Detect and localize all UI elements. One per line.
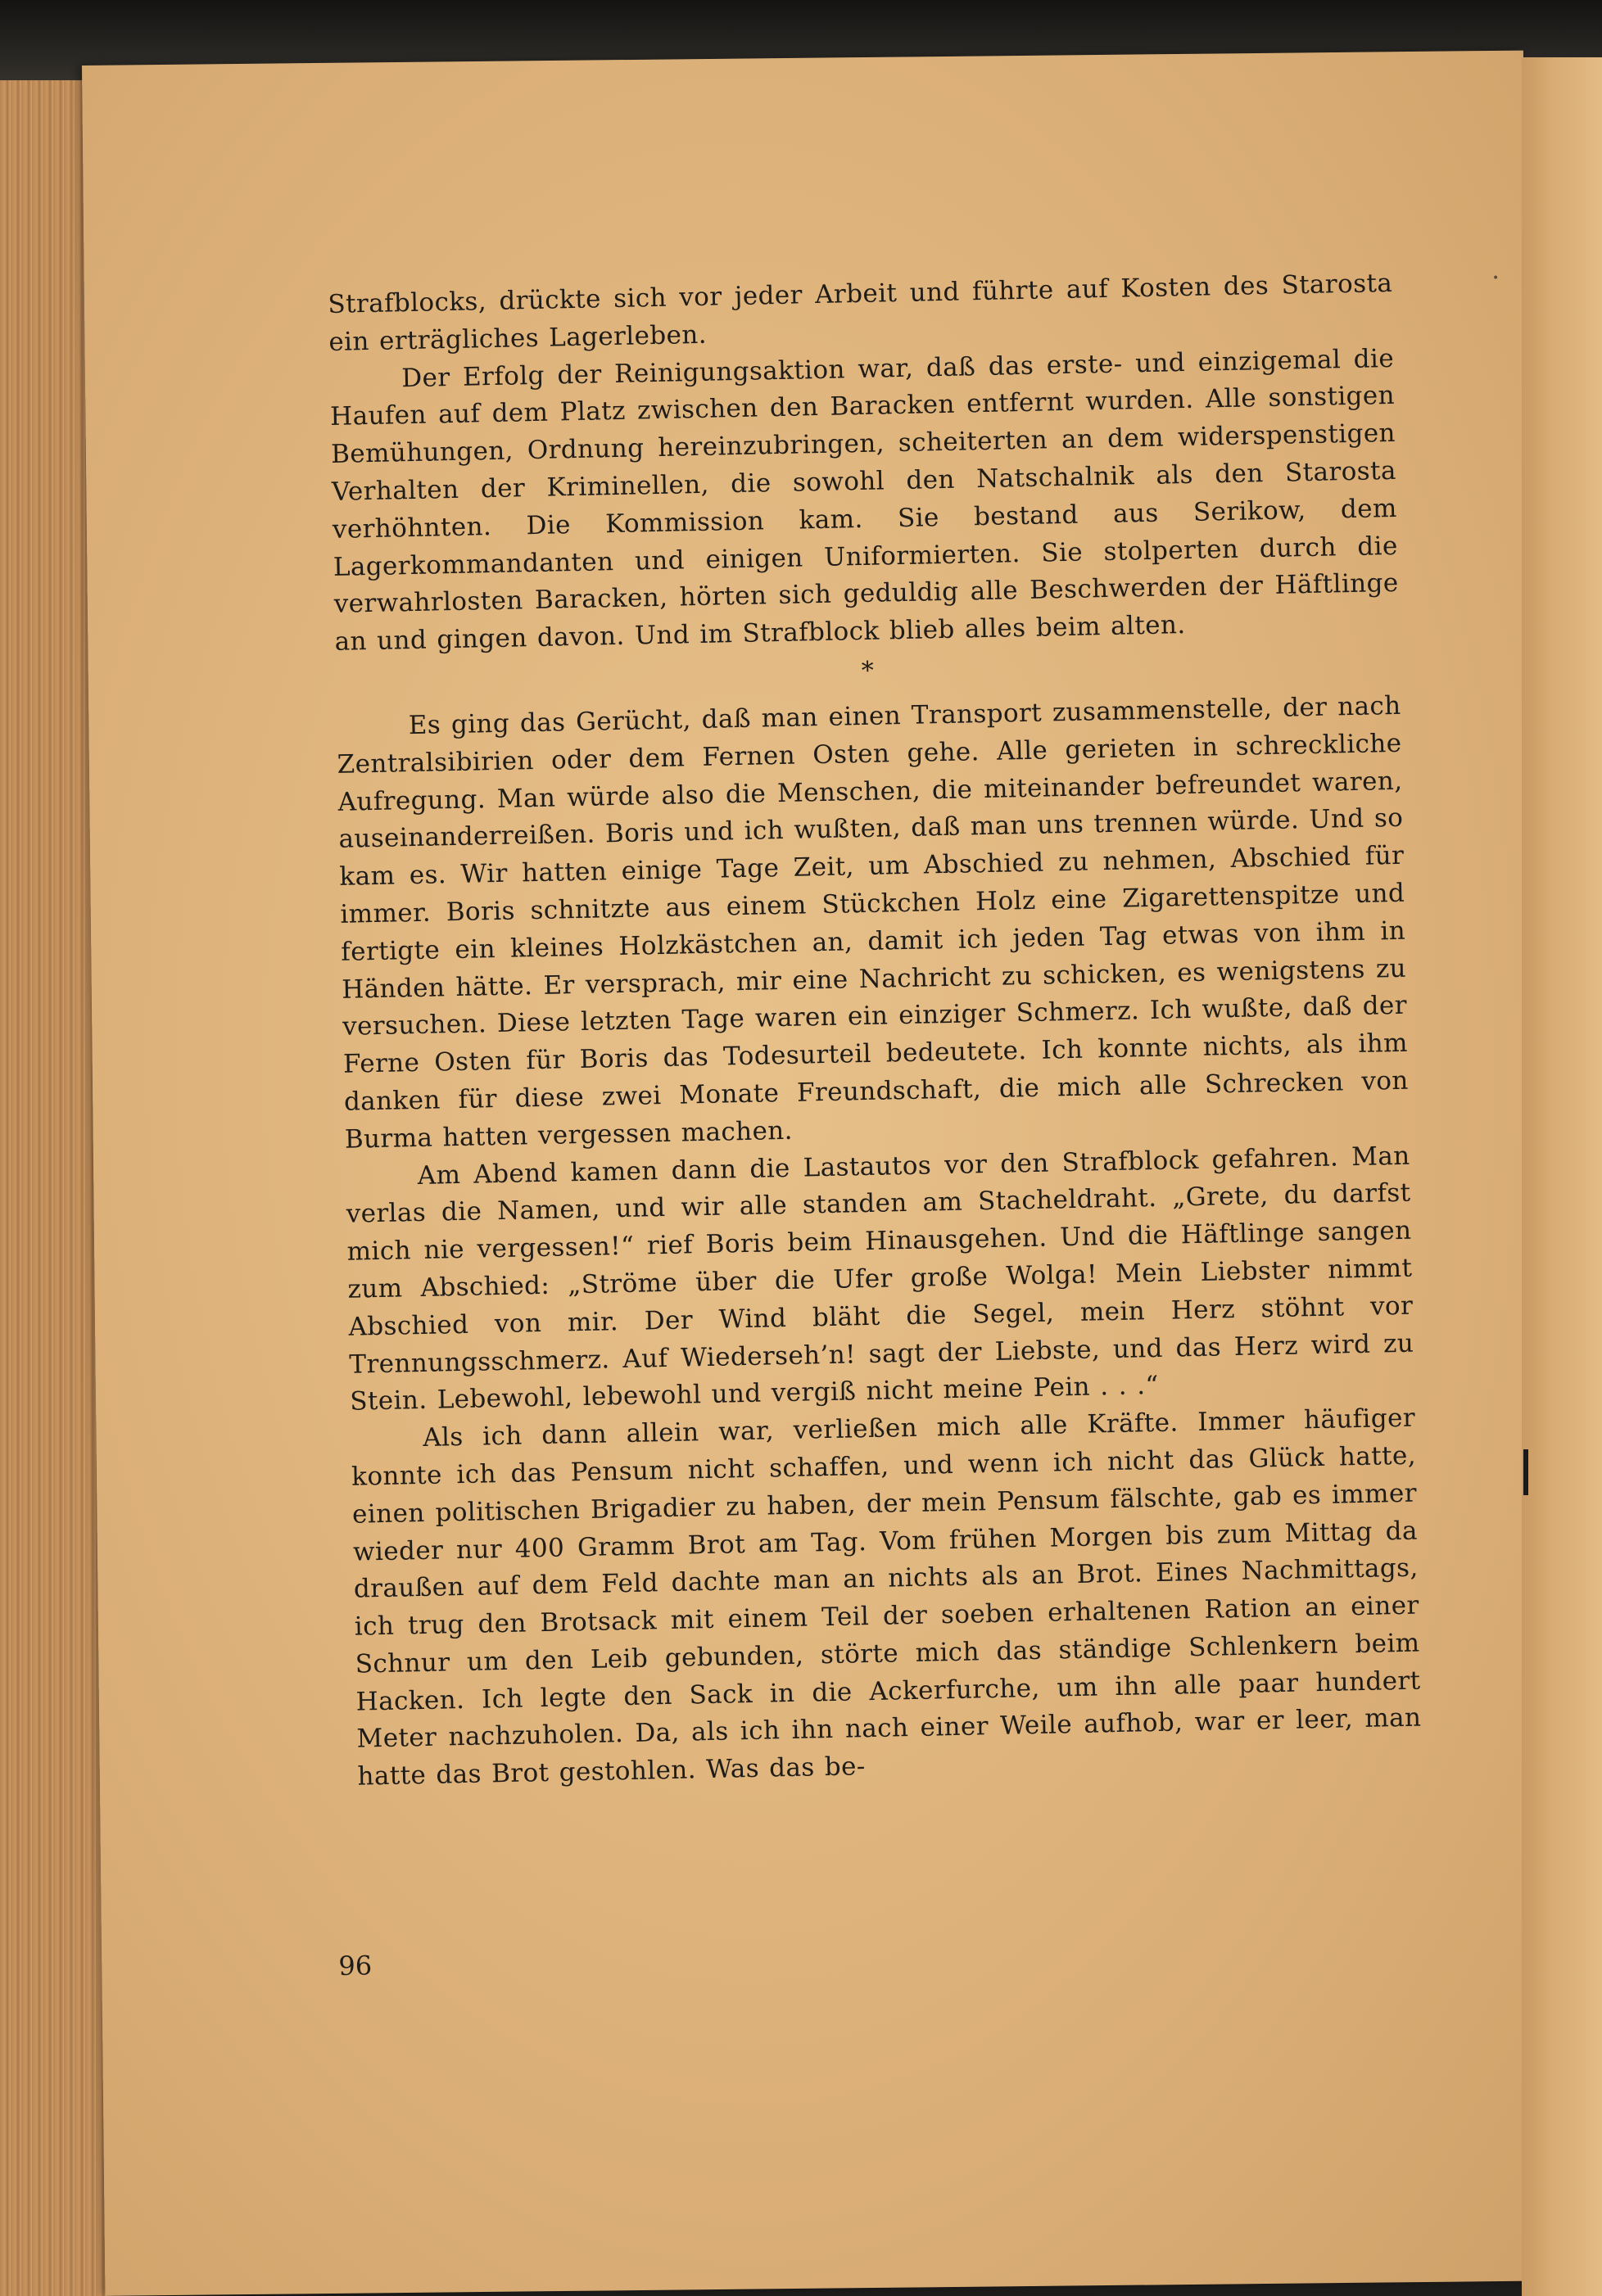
paper-speck-icon: • xyxy=(1492,272,1500,285)
paragraph: Als ich dann allein war, verließen mich alle Kräfte. Immer häufiger konnte ich das Pensum nicht schaffen, und wenn ich nicht das Glück hatte, einen politischen Brigadier zu haben, der mein Pensum fälschte, gab es immer wieder nur 400 Gramm Brot am Tag. Vom frühen Morgen bis zum Mittag da draußen auf dem Feld dachte man an nichts als an Brot. Eines Nachmittags, ich trug den Brotsack mit einem Teil der soeben erhaltenen Ration an einer Schnur um den Leib gebunden, störte mich das ständige Schlenkern beim Hacken. Ich legte den Sack in die Ackerfurche, um ihn alle paar hundert Meter nachzuholen. Da, als ich ihn nach einer Weile aufhob, war er leer, man hatte das Brot gestohlen. Was das be- xyxy=(351,1403,1422,1792)
page-number: 96 xyxy=(338,1950,373,1982)
paragraph: Strafblocks, drückte sich vor jeder Arbeit und führte auf Kosten des Starosta ein erträgliches Lagerleben. xyxy=(328,268,1393,357)
paragraph: Es ging das Gerücht, daß man einen Transport zusammenstelle, der nach Zentralsibirien oder dem Fernen Osten gehe. Alle gerieten in schreckliche Aufregung. Man würde also die Menschen, die miteinander befreundet waren, auseinanderreißen. Boris und ich wußten, daß man uns trennen würde. Und so kam es. Wir hatten einige Tage Zeit, um Abschied zu nehmen, Abschied für immer. Boris schnitzte aus einem Stückchen Holz eine Zigarettenspitze und fertigte ein kleines Holzkästchen an, damit ich jeden Tag etwas von ihm in Händen hätte. Er versprach, mir eine Nachricht zu schicken, es wenigstens zu versuchen. Diese letzten Tage waren ein einziger Schmerz. Ich wußte, daß der Ferne Osten für Boris das Todesurteil bedeutete. Ich konnte nichts, als ihm danken für diese zwei Monate Freundschaft, die mich alle Schrecken von Burma hatten vergessen machen. xyxy=(337,690,1410,1155)
paragraph: Am Abend kamen dann die Lastautos vor den Strafblock gefahren. Man verlas die Namen, und wir alle standen am Stacheldraht. „Grete, du darfst mich nie vergessen!“ rief Boris beim Hinausgehen. Und die Häftlinge sangen zum Abschied: „Ströme über die Ufer große Wolga! Mein Liebster nimmt Abschied von mir. Der Wind bläht die Segel, mein Herz stöhnt vor Trennungsschmerz. Auf Wiederseh’n! sagt der Liebste, und das Herz wird zu Stein. Lebewohl, lebewohl und vergiß nicht meine Pein . . .“ xyxy=(346,1141,1414,1417)
facing-page-edge xyxy=(1522,57,1602,2296)
paragraph: Der Erfolg der Reinigungsaktion war, daß das erste- und einzigemal die Haufen auf dem Platz zwischen den Baracken entfernt wurden. Alle sonstigen Bemühungen, Ordnung hereinzubringen, scheiterten an dem widerspenstigen Verhalten der Kriminellen, die sowohl den Natschalnik als den Starosta verhöhnten. Die Kommission kam. Sie bestand aus Serikow, dem Lagerkommandanten und einigen Uniformierten. Sie stolperten durch die verwahrlosten Baracken, hörten sich geduldig alle Beschwerden der Häftlinge an und gingen davon. Und im Strafblock blieb alles beim alten. xyxy=(329,343,1399,658)
gutter-mark xyxy=(1523,1449,1528,1495)
body-text xyxy=(328,265,1423,1797)
section-break: * xyxy=(861,656,875,685)
